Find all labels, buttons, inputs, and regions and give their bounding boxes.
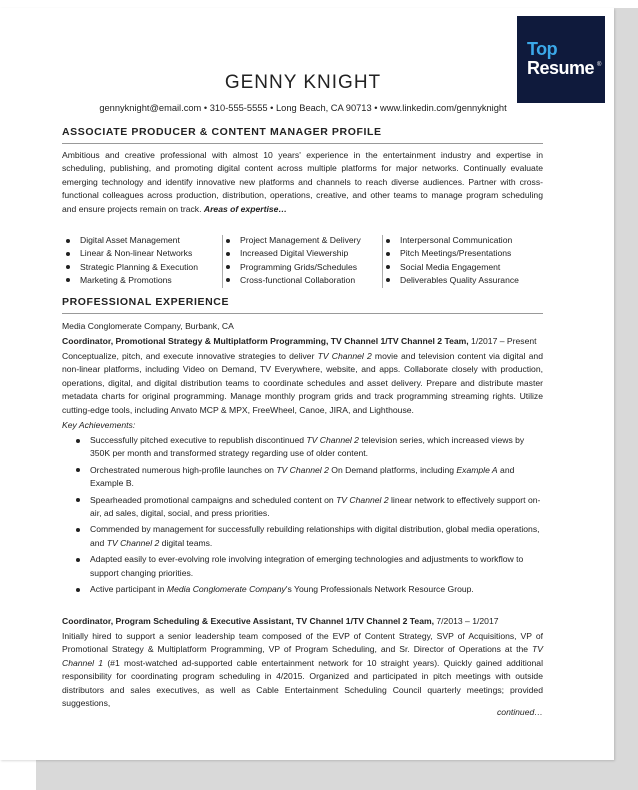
achievement-em: TV Channel 2: [276, 464, 329, 475]
skill-item: Project Management & Delivery: [226, 234, 361, 247]
skill-item: Deliverables Quality Assurance: [386, 274, 519, 287]
experience-rule: [62, 313, 543, 314]
job1-desc-part: Conceptualize, pitch, and execute innovative strategies to deliver: [62, 351, 318, 361]
achievements-list: [76, 434, 544, 596]
achievement-text: and Example B.: [90, 464, 515, 489]
background-corner: [0, 760, 36, 790]
achievement-text: Adapted easily to ever-evolving role involving integration of emerging technologies and adjustments to workflow to support changing priorities.: [90, 554, 524, 578]
achievement-text: digital teams.: [159, 537, 213, 548]
achievement-em: TV Channel 2: [106, 537, 160, 548]
job1-description: [62, 350, 543, 417]
skills-column-1: [66, 234, 198, 287]
achievement-text: Successfully pitched executive to republish discontinued: [90, 435, 307, 445]
job2-header: [62, 615, 499, 627]
skill-item: Interpersonal Communication: [386, 234, 519, 247]
skills-column-3: [386, 234, 519, 287]
resume-page: [0, 8, 614, 760]
job2-title: Coordinator, Program Scheduling & Executive Assistant, TV Channel 1/TV Channel 2 Team,: [62, 616, 434, 626]
skill-item: Marketing & Promotions: [66, 274, 198, 287]
skill-item: Pitch Meetings/Presentations: [386, 247, 519, 260]
contact-line: gennyknight@email.com • 310-555-5555 • Long Beach, CA 90713 • www.linkedin.com/gennyknight: [99, 103, 507, 113]
registered-mark: ®: [597, 62, 602, 68]
skill-item: Cross-functional Collaboration: [226, 274, 361, 287]
job1-desc-part: movie and television content via digital and non-linear platforms, including Video on Demand, TV Everywhere, website, and apps. Collaborate closely with production, operations, digital, and digital distribution teams to coordinate schedules and asset delivery. Prepare and distribute master metadata charts for original programming. Manage monthly program grids and track programming streaming rights. Utilize cutting-edge tools, including Anvato MCP & MPX, FreeWheel, Canoe, JIRA, and Lighthouse.: [62, 351, 543, 415]
job1-desc-em: TV Channel 2: [317, 351, 372, 361]
profile-summary: [62, 149, 543, 216]
achievement-text: Spearheaded promotional campaigns and scheduled content on: [90, 494, 337, 505]
achievement-em: Media Conglomerate Company: [166, 584, 286, 595]
job1-title: Coordinator, Promotional Strategy & Multiplatform Programming, TV Channel 1/TV Channel 2 Team,: [62, 336, 469, 346]
profile-heading: ASSOCIATE PRODUCER & CONTENT MANAGER PROFILE: [62, 126, 382, 138]
background-top: [0, 0, 638, 8]
skill-item: Social Media Engagement: [386, 261, 519, 274]
skills-divider: [222, 235, 223, 288]
skill-item: Digital Asset Management: [66, 234, 198, 247]
skills-grid: [66, 234, 546, 290]
experience-heading: PROFESSIONAL EXPERIENCE: [62, 296, 230, 308]
achievement-item: [76, 523, 544, 550]
achievement-em: Example A: [456, 464, 498, 475]
continued-note: continued…: [497, 707, 543, 717]
job2-description: [62, 630, 543, 710]
skills-column-2: [226, 234, 361, 287]
key-achievements-text: Key Achievements:: [62, 420, 136, 430]
job1-dates: 1/2017 – Present: [468, 336, 537, 346]
skill-item: Programming Grids/Schedules: [226, 261, 361, 274]
achievement-text: linear network to effectively support on-air, ad sales, digital, social, and press priorities.: [90, 494, 541, 519]
achievement-item: [76, 553, 544, 580]
achievement-text: On Demand platforms, including: [328, 464, 457, 475]
achievement-text: television series, which increased views by 350K per month and transformed strategy regarding use of older content.: [90, 435, 525, 459]
achievement-item: [76, 494, 544, 521]
profile-rule: [62, 143, 543, 144]
skills-divider: [382, 235, 383, 288]
summary-text: Ambitious and creative professional with almost 10 years' experience in the entertainment industry and expertise in scheduling, publishing, and promoting digital content across multiple platforms for major networks. Continually evaluate emerging technology and identify innovative new platforms and channels to reach diverse audiences. Partner with cross-functional colleagues across production, distribution, operations, creative, and other teams to manage program scheduling and ensure projects remain on track.: [62, 150, 543, 214]
company-line: Media Conglomerate Company, Burbank, CA: [62, 321, 234, 331]
skill-item: Increased Digital Viewership: [226, 247, 361, 260]
achievement-text: Commended by management for successfully rebuilding relationships with digital distribution, global media operations, and: [90, 524, 540, 548]
logo-top-text: Top: [527, 39, 558, 59]
achievement-em: TV Channel 2: [306, 435, 359, 445]
achievement-item: [76, 434, 544, 461]
achievement-item: [76, 583, 544, 596]
achievement-text: Orchestrated numerous high-profile launches on: [90, 464, 277, 475]
skill-item: Strategic Planning & Execution: [66, 261, 198, 274]
job2-desc-part: (#1 most-watched ad-supported cable entertainment network for 10 straight years). Quickly gained additional responsibility for coordinating program scheduling in 4/2015. Organized and participated in pitch meetings with outside distributors and sales executives, as well as Cable Entertainment Scheduling Council quarterly meetings; provided suggestions,: [62, 657, 543, 709]
job2-desc-em: TV Channel 1: [62, 644, 543, 668]
achievement-em: TV Channel 2: [336, 494, 389, 505]
candidate-name: GENNY KNIGHT: [224, 72, 382, 93]
job2-desc-part: Initially hired to support a senior leadership team composed of the EVP of Content Strategy, SVP of Acquisitions, VP of Promotional Strategy & Multiplatform Programming, VP of Program Scheduling, and Sr. Director of Operations at the: [62, 631, 543, 655]
achievement-text: 's Young Professionals Network Resource Group.: [285, 584, 474, 595]
key-achievements-label: [62, 419, 135, 431]
achievement-item: [76, 464, 544, 491]
logo-resume-text: Resume: [527, 58, 595, 78]
achievement-text: Active participant in: [90, 584, 167, 595]
expertise-label: Areas of expertise…: [203, 203, 287, 214]
job1-header: [62, 335, 537, 347]
job2-dates: 7/2013 – 1/2017: [434, 616, 499, 626]
skill-item: Linear & Non-linear Networks: [66, 247, 198, 260]
